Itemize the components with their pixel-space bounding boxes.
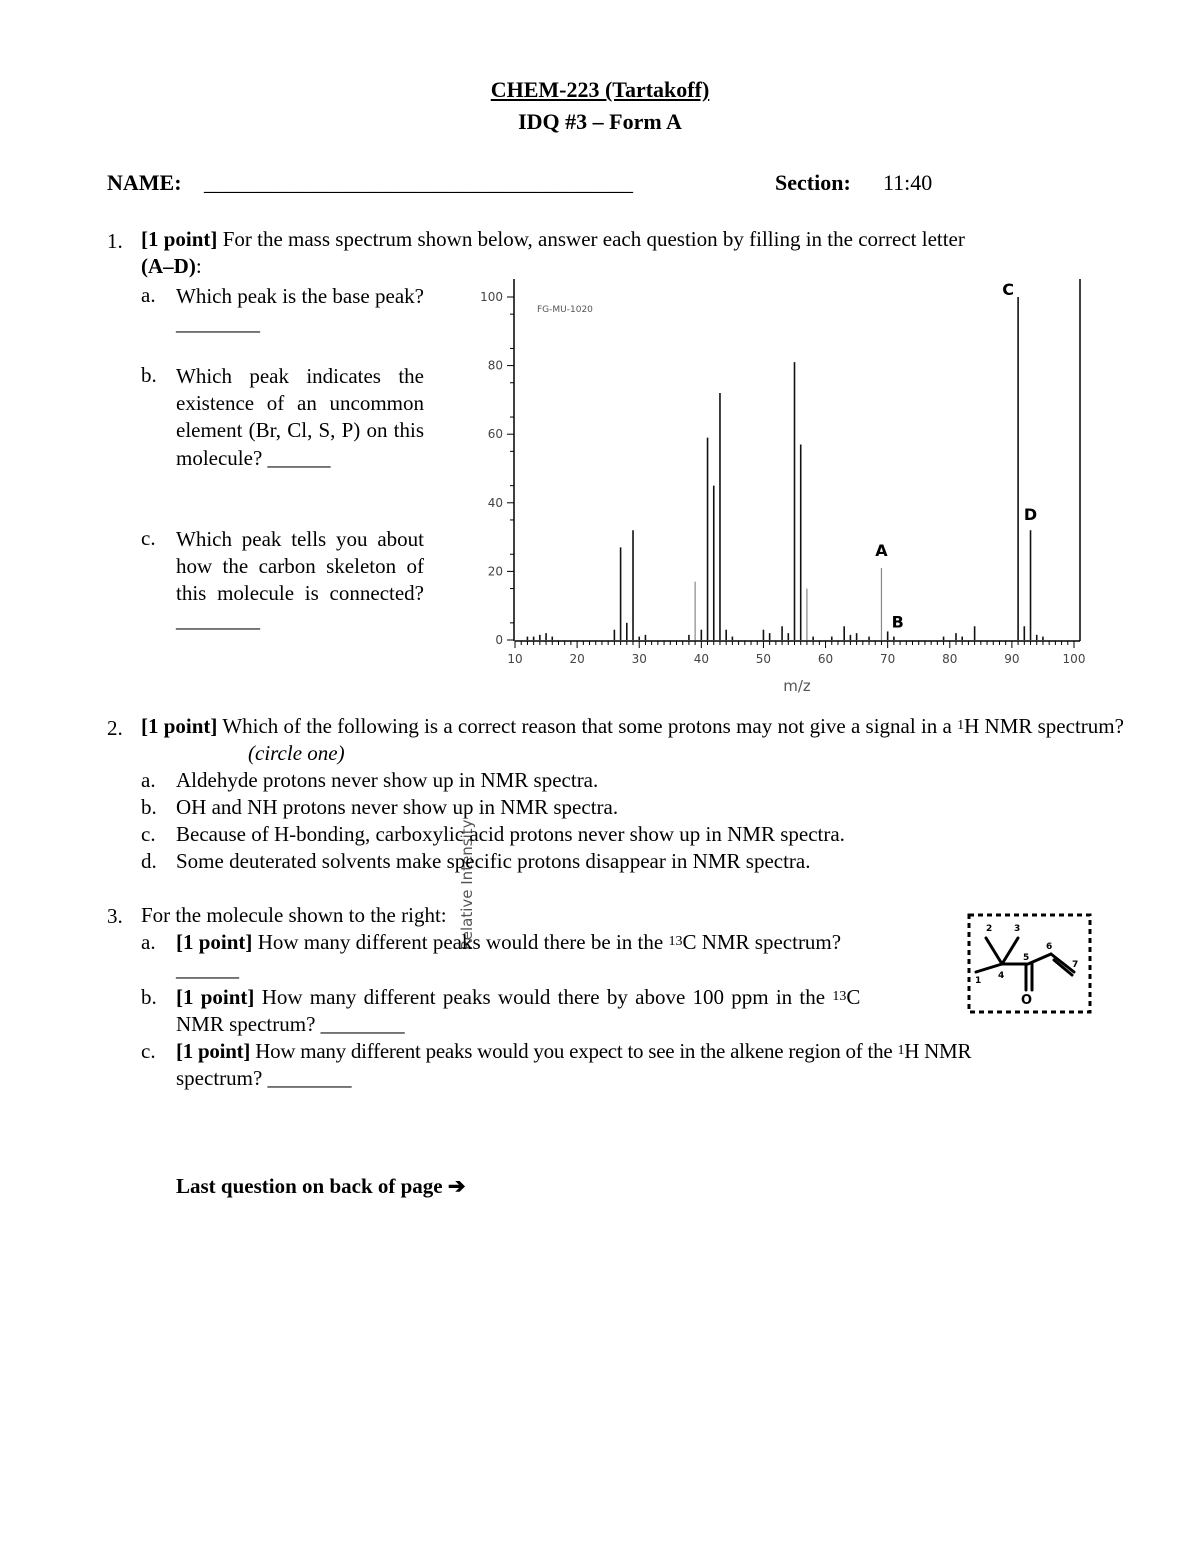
q2-hint: [248, 741, 345, 766]
q3c-sup: 1: [897, 1043, 905, 1058]
chart-axes: [480, 279, 1085, 666]
x-tick-label: 60: [817, 652, 834, 666]
q2-number: 2.: [107, 716, 123, 740]
q2-text: Which of the following is a correct reason that some protons may not give a signal in a: [222, 714, 952, 738]
atom-label-3: 3: [1014, 924, 1021, 934]
q1-letters-line: [141, 254, 202, 279]
q3b-post: C: [846, 985, 861, 1009]
q2b-option[interactable]: OH and NH protons never show up in NMR spectra.: [176, 795, 619, 819]
exam-title: CHEM-223 (Tartakoff): [490, 77, 710, 102]
q2-text-h: H NMR spectrum?: [964, 714, 1124, 738]
atom-label-2: 2: [986, 924, 993, 934]
chart-annotations: [875, 280, 1037, 631]
x-tick-label: 70: [880, 652, 896, 666]
q2c-letter: c.: [141, 822, 156, 846]
q2d-letter: d.: [141, 849, 157, 873]
q1-text: For the mass spectrum shown below, answer each question by filling in the correct letter: [222, 227, 965, 251]
name-label: NAME:: [107, 170, 182, 195]
exam-subtitle: IDQ #3 – Form A: [518, 109, 682, 134]
q3c-text: [176, 1039, 1100, 1064]
x-tick-label: 20: [569, 652, 585, 666]
y-tick-label: 0: [495, 633, 503, 647]
q1-points: [1 point]: [141, 227, 218, 251]
q3a-post: C NMR spectrum?: [682, 930, 842, 954]
q3a-blank[interactable]: ______: [176, 957, 239, 981]
q2a-letter: a.: [141, 768, 156, 792]
q3b-points: [1 point]: [176, 985, 255, 1009]
q3-number: 3.: [107, 904, 123, 928]
molecule-structure: [966, 912, 1094, 1016]
q2-stem: [141, 714, 1124, 739]
x-tick-label: 100: [1062, 652, 1086, 666]
atom-label-7: 7: [1072, 960, 1079, 970]
q1-letters: (A–D): [141, 254, 196, 278]
q3b-line2[interactable]: NMR spectrum? ________: [176, 1012, 405, 1036]
x-tick-label: 30: [631, 652, 647, 666]
x-tick-label: 50: [755, 652, 772, 666]
y-tick-label: 40: [487, 495, 503, 510]
q1b-letter: b.: [141, 363, 157, 387]
q3-intro: For the molecule shown to the right:: [141, 903, 447, 927]
q3b-text: [176, 985, 946, 1010]
oxygen-atom: O: [1021, 993, 1033, 1008]
q1c-letter: c.: [141, 526, 156, 550]
q3c-pre: How many different peaks would you expect to see in the alkene region of the: [255, 1039, 893, 1063]
peak-label-a: A: [875, 540, 888, 560]
q1b-text: Which peak indicates the existence of an uncommon element (Br, Cl, S, P) on this molecule? ______: [176, 364, 424, 470]
footer-text: Last question on back of page: [176, 1174, 443, 1198]
atom-label-5: 5: [1023, 953, 1030, 963]
x-tick-label: 40: [693, 652, 709, 666]
q2b-letter: b.: [141, 795, 157, 819]
section-value: 11:40: [883, 170, 933, 195]
q3b-pre: How many different peaks would there by above 100 ppm in the: [261, 985, 826, 1009]
q1c-text: Which peak tells you about how the carbon skeleton of this molecule is connected? ________: [176, 527, 424, 632]
chart-peaks: [527, 297, 1043, 640]
section-label: Section:: [775, 170, 851, 195]
y-axis-label: Relative Intensity: [458, 819, 476, 950]
q1-stem: [141, 227, 1095, 252]
atom-label-6: 6: [1046, 942, 1053, 952]
q2a-option[interactable]: Aldehyde protons never show up in NMR spectra.: [176, 768, 599, 792]
y-tick-label: 60: [487, 427, 503, 442]
x-tick-label: 80: [942, 652, 958, 666]
q3a-letter: a.: [141, 930, 156, 954]
q2d-option[interactable]: Some deuterated solvents make specific protons disappear in NMR spectra.: [176, 849, 811, 873]
q2-sup: 1: [957, 718, 965, 733]
footer-note: [176, 1174, 466, 1199]
peak-label-b: B: [891, 612, 904, 632]
y-tick-label: 20: [487, 564, 503, 579]
q1-number: 1.: [107, 229, 123, 253]
x-tick-label: 90: [1004, 652, 1020, 666]
x-tick-label: 10: [507, 652, 523, 666]
q3a-text: [176, 930, 841, 955]
q3a-pre: How many different peaks would there be in the: [257, 930, 664, 954]
atom-label-4: 4: [998, 971, 1005, 981]
y-tick-label: 80: [487, 358, 503, 373]
q3c-line2[interactable]: spectrum? ________: [176, 1066, 352, 1090]
spectrum-code-label: FG-MU-1020: [537, 305, 593, 315]
arrow-right-icon: ➔: [447, 1174, 466, 1198]
q1a-letter: a.: [141, 283, 156, 307]
q2-hint-text: (circle one): [248, 741, 345, 765]
atom-label-1: 1: [975, 976, 982, 986]
q2c-option[interactable]: Because of H-bonding, carboxylic acid protons never show up in NMR spectra.: [176, 822, 845, 846]
q3a-points: [1 point]: [176, 930, 253, 954]
q2-points: [1 point]: [141, 714, 218, 738]
q3b-letter: b.: [141, 985, 157, 1009]
q1a-text: Which peak is the base peak? ________: [176, 284, 424, 335]
x-axis-label: m/z: [783, 677, 811, 695]
peak-label-c: C: [1002, 280, 1014, 299]
q3c-letter: c.: [141, 1039, 156, 1063]
y-tick-label: 100: [480, 290, 503, 304]
q3c-post: H NMR: [904, 1039, 972, 1063]
name-field[interactable]: _______________________________________: [204, 170, 633, 195]
molecule-bonds: [976, 938, 1074, 990]
peak-label-d: D: [1023, 505, 1038, 525]
q3c-points: [1 point]: [176, 1039, 251, 1063]
q3b-sup: 13: [832, 989, 847, 1004]
q1-colon: :: [195, 254, 202, 278]
q3a-sup: 13: [668, 934, 683, 949]
